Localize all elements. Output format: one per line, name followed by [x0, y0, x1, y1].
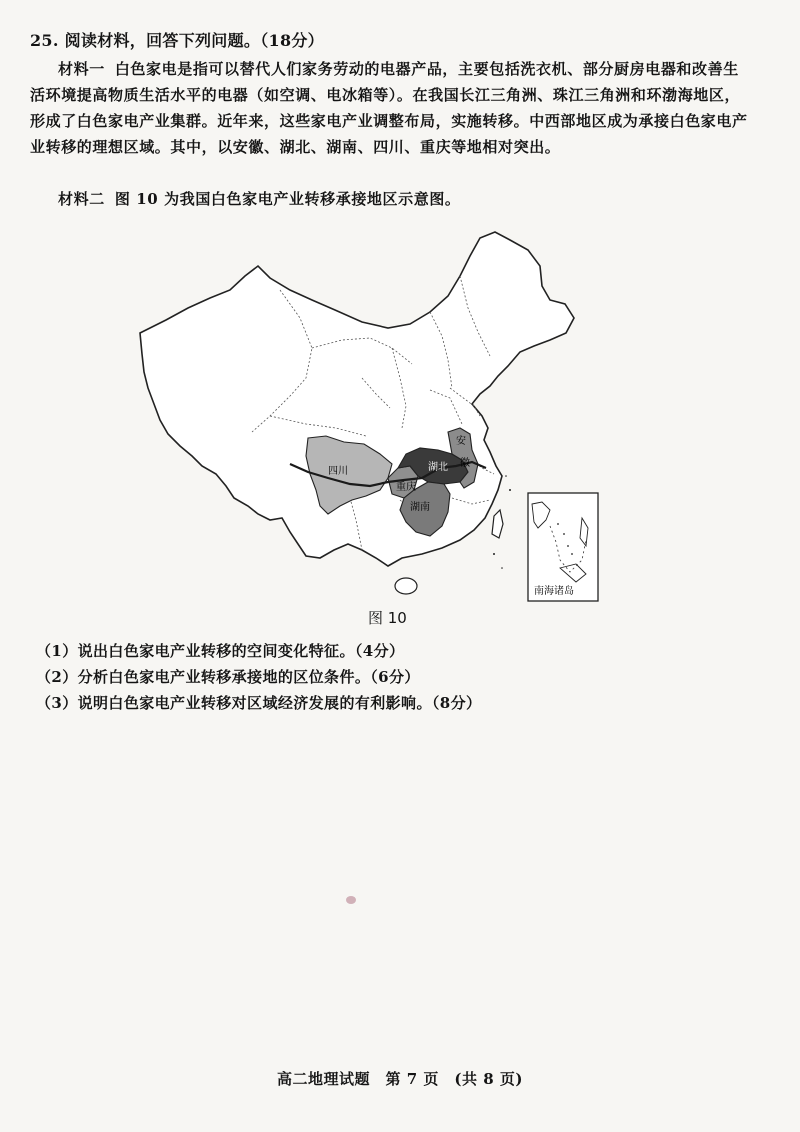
south-china-sea-inset — [528, 493, 598, 601]
sub-question-1: （1）说出白色家电产业转移的空间变化特征。（4分） — [36, 642, 405, 660]
china-mainland-outline — [140, 232, 574, 566]
inset-label: 南海诸岛 — [534, 586, 574, 597]
taiwan-island — [492, 510, 503, 538]
material-one-label: 材料一 — [58, 60, 105, 78]
hainan-island — [395, 578, 417, 594]
china-map-svg — [130, 228, 610, 613]
material-one-text: 白色家电是指可以替代人们家务劳动的电器产品，主要包括洗衣机、部分厨房电器和改善生活环境提高物质生活水平的电器（如空调、电冰箱等）。在我国长江三角洲、珠江三角洲和环渤海地区，形成了白色家电产业集群。近年来，这些家电产业调整布局，实施转移。中西部地区成为承接白色家电产业转移的理想区域。其中，以安徽、湖北、湖南、四川、重庆等地相对突出。 — [30, 60, 748, 156]
material-two-label: 材料二 — [58, 190, 105, 208]
label-hunan: 湖南 — [410, 502, 430, 513]
ink-smudge — [346, 896, 356, 904]
material-two-paragraph — [30, 186, 750, 212]
label-chongqing: 重庆 — [396, 482, 416, 493]
question-title: 25. 阅读材料，回答下列问题。（18分） — [30, 31, 324, 50]
material-two-text: 图 10 为我国白色家电产业转移承接地区示意图。 — [114, 190, 461, 208]
label-hubei: 湖北 — [428, 462, 448, 473]
sub-question-2: （2）分析白色家电产业转移承接地的区位条件。（6分） — [36, 668, 420, 686]
china-map-figure — [130, 228, 610, 613]
figure-caption: 图 10 — [368, 609, 407, 627]
label-sichuan: 四川 — [328, 466, 348, 477]
sub-question-3: （3）说明白色家电产业转移对区域经济发展的有利影响。（8分） — [36, 694, 482, 712]
label-anhui-2: 徽 — [460, 458, 470, 469]
page-footer: 高二地理试题 第 7 页 (共 8 页) — [277, 1070, 523, 1088]
material-one-paragraph — [30, 56, 750, 160]
label-anhui-1: 安 — [456, 436, 466, 447]
